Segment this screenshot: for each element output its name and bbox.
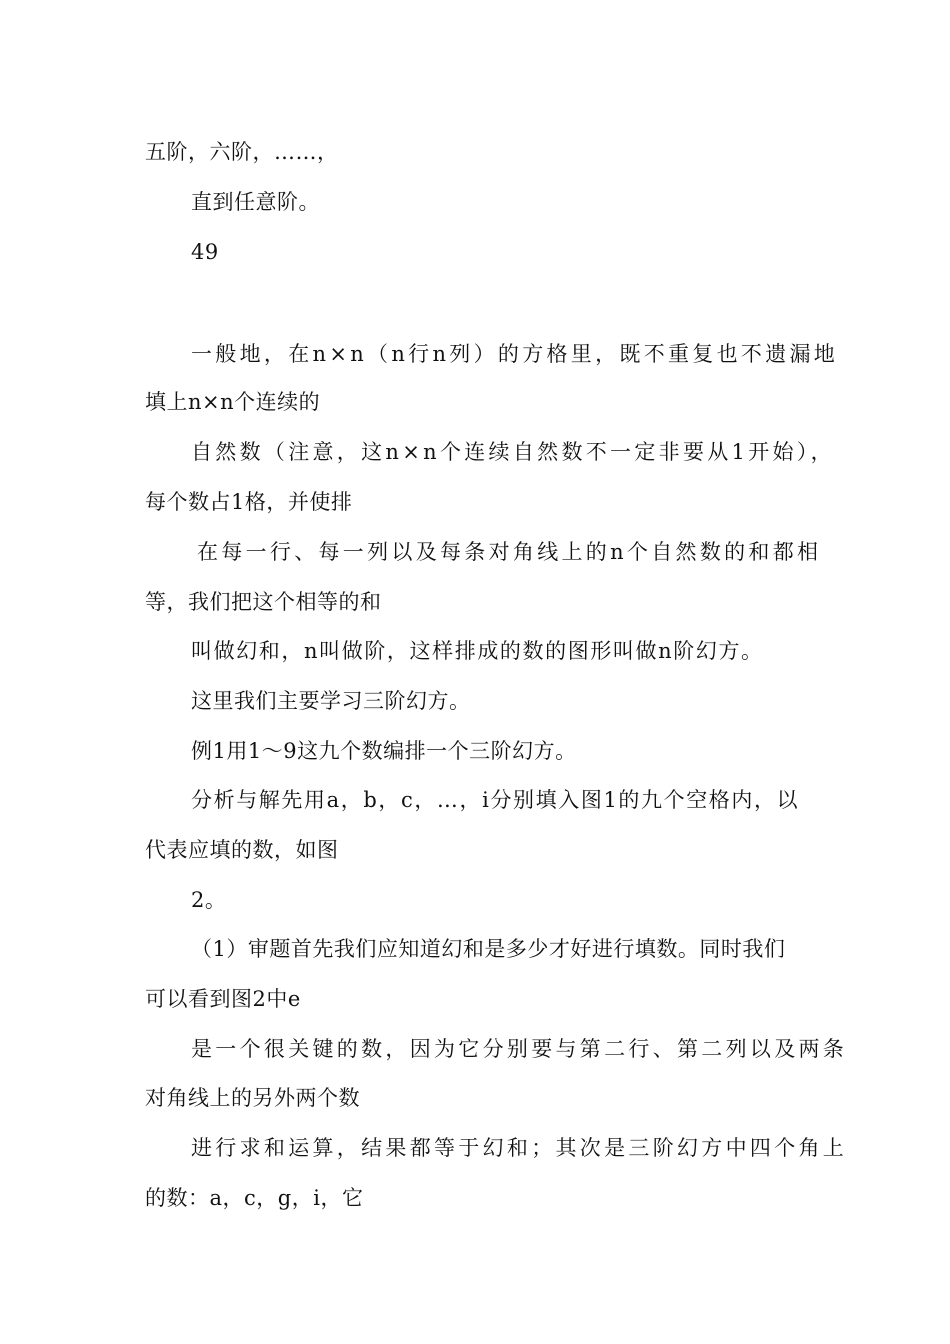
text-line-18: 是一个很关键的数，因为它分别要与第二行、第二列以及两条 [191,1037,848,1061]
text-line-6: 自然数（注意，这n×n个连续自然数不一定非要从1开始）， [191,440,835,464]
page-number: 49 [191,240,219,264]
text-line-14: 代表应填的数，如图 [145,838,339,862]
text-line-7: 每个数占1格，并使排 [145,490,353,514]
text-line-20: 进行求和运算，结果都等于幻和；其次是三阶幻方中四个角上 [191,1136,848,1160]
text-line-21: 的数：a，c，g，i，它 [145,1186,364,1210]
text-line-4: 一般地，在n×n（n行n列）的方格里，既不重复也不遗漏地 [191,342,839,366]
text-line-12: 例1用1～9这九个数编排一个三阶幻方。 [191,739,577,763]
text-line-8: 在每一行、每一列以及每条对角线上的n个自然数的和都相 [197,540,822,564]
text-line-13: 分析与解先用a，b，c，…，i分别填入图1的九个空格内，以 [191,788,800,812]
text-line-2: 直到任意阶。 [191,190,320,214]
text-line-15: 2。 [191,888,227,912]
text-line-16: （1）审题首先我们应知道幻和是多少才好进行填数。同时我们 [191,937,786,961]
text-line-11: 这里我们主要学习三阶幻方。 [191,689,471,713]
text-line-9: 等，我们把这个相等的和 [145,590,382,614]
text-line-17: 可以看到图2中e [145,987,301,1011]
text-line-19: 对角线上的另外两个数 [145,1086,360,1110]
text-line-5: 填上n×n个连续的 [145,390,321,414]
text-line-1: 五阶，六阶，……， [145,140,339,164]
text-line-10: 叫做幻和，n叫做阶，这样排成的数的图形叫做n阶幻方。 [191,639,764,663]
